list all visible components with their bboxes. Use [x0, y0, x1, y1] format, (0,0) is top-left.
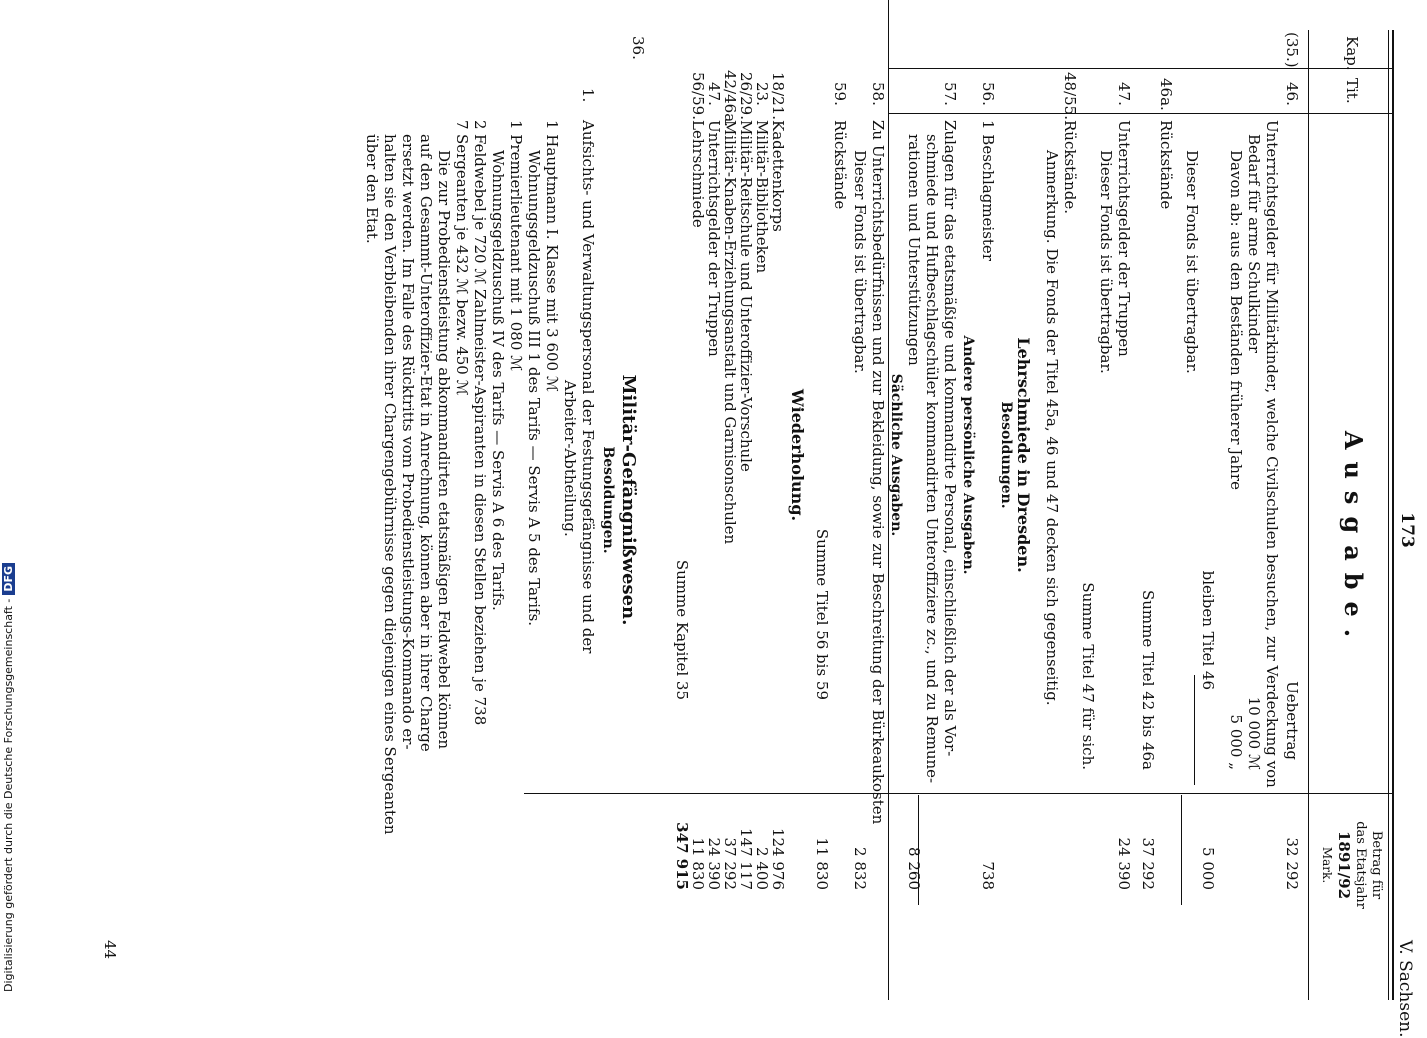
recap-amount: 2 400 — [753, 847, 771, 890]
tit-column-rule — [889, 113, 1394, 114]
line-amount: 37 292 — [1139, 837, 1157, 890]
col-amount-header-2: das Etatsjahr — [1353, 821, 1368, 909]
line-note: Dieser Fonds ist übertragbar. — [1097, 150, 1115, 374]
recap-sum-amount: 347 915 — [673, 822, 691, 890]
credit-text: Digitalisierung gefördert durch die Deutsche Forschungsgemeinschaft - — [2, 598, 15, 992]
section-subheading: Sächliche Ausgaben. — [888, 373, 904, 537]
line-text: Summe Titel 42 bis 46a — [1139, 589, 1157, 770]
recap-title: 18/21. — [769, 72, 787, 120]
line-text: Davon ab: aus den Beständen früherer Jahre — [1227, 150, 1245, 490]
amount-column-rule — [524, 793, 1394, 794]
kapitel-number: (35.) — [1283, 32, 1301, 68]
col-kap-header: Kap. — [1343, 36, 1361, 71]
section-heading: Militär-Gefängnißwesen. — [618, 374, 639, 626]
carryover-label: Uebertrag — [1283, 681, 1301, 760]
recap-title: 56/59. — [689, 72, 707, 120]
subtotal-rule-small — [1194, 675, 1195, 785]
kap-column-rule — [889, 68, 1394, 69]
subtotal-rule-46 — [1181, 795, 1182, 905]
line-text: Aufsichts- und Verwaltungspersonal der Festungsgefängnisse und der — [579, 120, 597, 654]
col-tit-header: Tit. — [1343, 78, 1361, 104]
recap-amount: 37 292 — [721, 837, 739, 890]
line-text: Rückstände. — [1061, 120, 1079, 215]
title-number: 47. — [1115, 82, 1133, 106]
line-amount: 11 830 — [813, 837, 831, 890]
line-text: 1 Beschlagmeister — [979, 120, 997, 261]
line-note: Anmerkung. Die Fonds der Titel 45a, 46 und 47 decken sich gegenseitig. — [1043, 150, 1061, 706]
line-note: über den Etat. — [363, 134, 381, 244]
recap-text: Militär-Knaben-Erziehungsanstalt und Garnisonschulen — [721, 120, 739, 545]
recap-text: Militär-Bibliotheken — [753, 120, 771, 274]
line-text: bleiben Titel 46 — [1199, 570, 1217, 690]
line-note: Die zur Probedienstleistung abkommandirten etatsmäßigen Feldwebel können — [435, 150, 453, 749]
line-note: ersetzt werden. Im Falle des Rücktritts vom Probedienstleistungs-Kommando er- — [399, 134, 417, 750]
line-note: halten sie den Verbleibenden ihrer Chargengebührnisse gegen diejenigen eines Sergeanten — [381, 134, 399, 835]
recap-text: Lehrschmiede — [689, 120, 707, 228]
line-text: Unterrichtsgelder für Militärkinder, welche Civilschulen besuchen, zur Verdeckung von — [1263, 120, 1281, 788]
top-rule-inner — [1388, 30, 1389, 1000]
col-amount-header-3: 1891/92 — [1335, 830, 1353, 900]
recap-text: Unterrichtsgelder der Truppen — [705, 120, 723, 357]
line-text: Rückstände — [1157, 120, 1175, 210]
dfg-logo: DFG — [2, 563, 15, 595]
col-amount-header-4: Mark. — [1320, 846, 1334, 884]
line-text: Zu Unterrichtsbedürfnissen und zur Bekleidung, sowie zur Beschreitung der Bürkeaukosten — [869, 120, 887, 825]
line-text: Wohnungsgeldzuschuß III 1 des Tarifs — Servis A 5 des Tarifs. — [525, 150, 543, 627]
line-text: rationen und Unterstützungen — [905, 134, 923, 366]
line-note: auf den Gesammt-Unteroffizier-Etat in Anrechnung, können aber in ihrer Charge — [417, 134, 435, 752]
line-text: Rückstände — [831, 120, 849, 210]
recap-sum-label: Summe Kapitel 35 — [673, 559, 691, 700]
line-amount: 10 000 ℳ — [1245, 696, 1263, 770]
digitization-credit — [2, 0, 15, 992]
page-title: Ausgabe. — [1339, 430, 1368, 650]
state-heading: V. Sachsen. — [1395, 940, 1415, 1038]
line-amount: 8 260 — [905, 847, 923, 890]
page-number: 173 — [1397, 512, 1417, 548]
kapitel-number: 36. — [629, 36, 647, 60]
line-amount: 738 — [979, 861, 997, 890]
section-subheading: Besoldungen. — [600, 446, 616, 554]
line-text: Wohnungsgeldzuschuß IV des Tarifs — Servis A 6 des Tarifs. — [489, 150, 507, 611]
section-heading: Wiederholung. — [788, 388, 807, 522]
title-number: 57. — [941, 82, 959, 106]
line-text: Zulagen für das etatsmäßige und kommandirte Personal, einschließlich der als Vor- — [941, 120, 959, 757]
top-rule-outer — [1392, 30, 1394, 1000]
section-heading: Lehrschmiede in Dresden. — [1014, 337, 1033, 573]
line-text: Arbeiter-Abtheilung. — [561, 380, 579, 537]
count-number: 7 — [453, 120, 471, 130]
line-text: schmiede und Hufbeschlagschüler kommandirten Unteroffiziere zc., und zu Remune- — [923, 134, 941, 784]
recap-title: 26/29. — [737, 72, 755, 120]
title-number: 1. — [579, 88, 597, 103]
section-subheading: Besoldungen. — [998, 401, 1014, 509]
recap-amount: 124 976 — [769, 827, 787, 890]
count-number: 2 — [471, 120, 489, 130]
title-number: 46. — [1283, 82, 1301, 106]
line-text: 1 Premierlieutenant mit 1 080 ℳ — [507, 120, 525, 372]
recap-title: 23. — [753, 82, 771, 106]
line-text: Summe Titel 56 bis 59 — [813, 528, 831, 700]
line-amount: 5 000 „ — [1227, 714, 1245, 770]
recap-amount: 147 117 — [737, 827, 755, 890]
line-note: Dieser Fonds ist übertragbar. — [851, 150, 869, 374]
line-text: Bedarf für arme Schulkinder — [1245, 134, 1263, 354]
line-amount: 5 000 — [1199, 847, 1217, 890]
title-number: 48/55. — [1061, 72, 1079, 120]
recap-title: 42/46a. — [721, 70, 739, 127]
line-text: Sergeanten je 432 ℳ bezw. 450 ℳ — [453, 134, 471, 396]
title-number: 59. — [831, 82, 849, 106]
line-text: Unterrichtsgelder der Truppen — [1115, 120, 1133, 357]
title-number: 46a. — [1157, 78, 1175, 111]
recap-text: Kadettenkorps — [769, 120, 787, 232]
title-number: 56. — [979, 82, 997, 106]
line-amount: 2 832 — [851, 847, 869, 890]
header-rule — [1308, 30, 1309, 1000]
carryover-amount: 32 292 — [1283, 837, 1301, 890]
recap-amount: 11 830 — [689, 837, 707, 890]
line-text: 1 Hauptmann I. Klasse mit 3 600 ℳ — [543, 120, 561, 392]
line-text: Summe Titel 47 für sich. — [1079, 582, 1097, 770]
line-note: Dieser Fonds ist übertragbar. — [1183, 150, 1201, 374]
recap-amount: 24 390 — [705, 837, 723, 890]
recap-text: Militär-Reitschule und Unteroffizier-Vorschule — [737, 120, 755, 472]
line-amount: 24 390 — [1115, 837, 1133, 890]
recap-title: 47. — [705, 82, 723, 106]
col-amount-header-1: Betrag für — [1369, 830, 1384, 900]
title-number: 58. — [869, 82, 887, 106]
line-text: Feldwebel je 720 ℳ Zahlmeister-Aspiranten in diesen Stellen beziehen je 738 — [471, 134, 489, 726]
section-subheading: Andere persönliche Ausgaben. — [960, 335, 976, 575]
page-footer-number: 44 — [101, 940, 119, 960]
